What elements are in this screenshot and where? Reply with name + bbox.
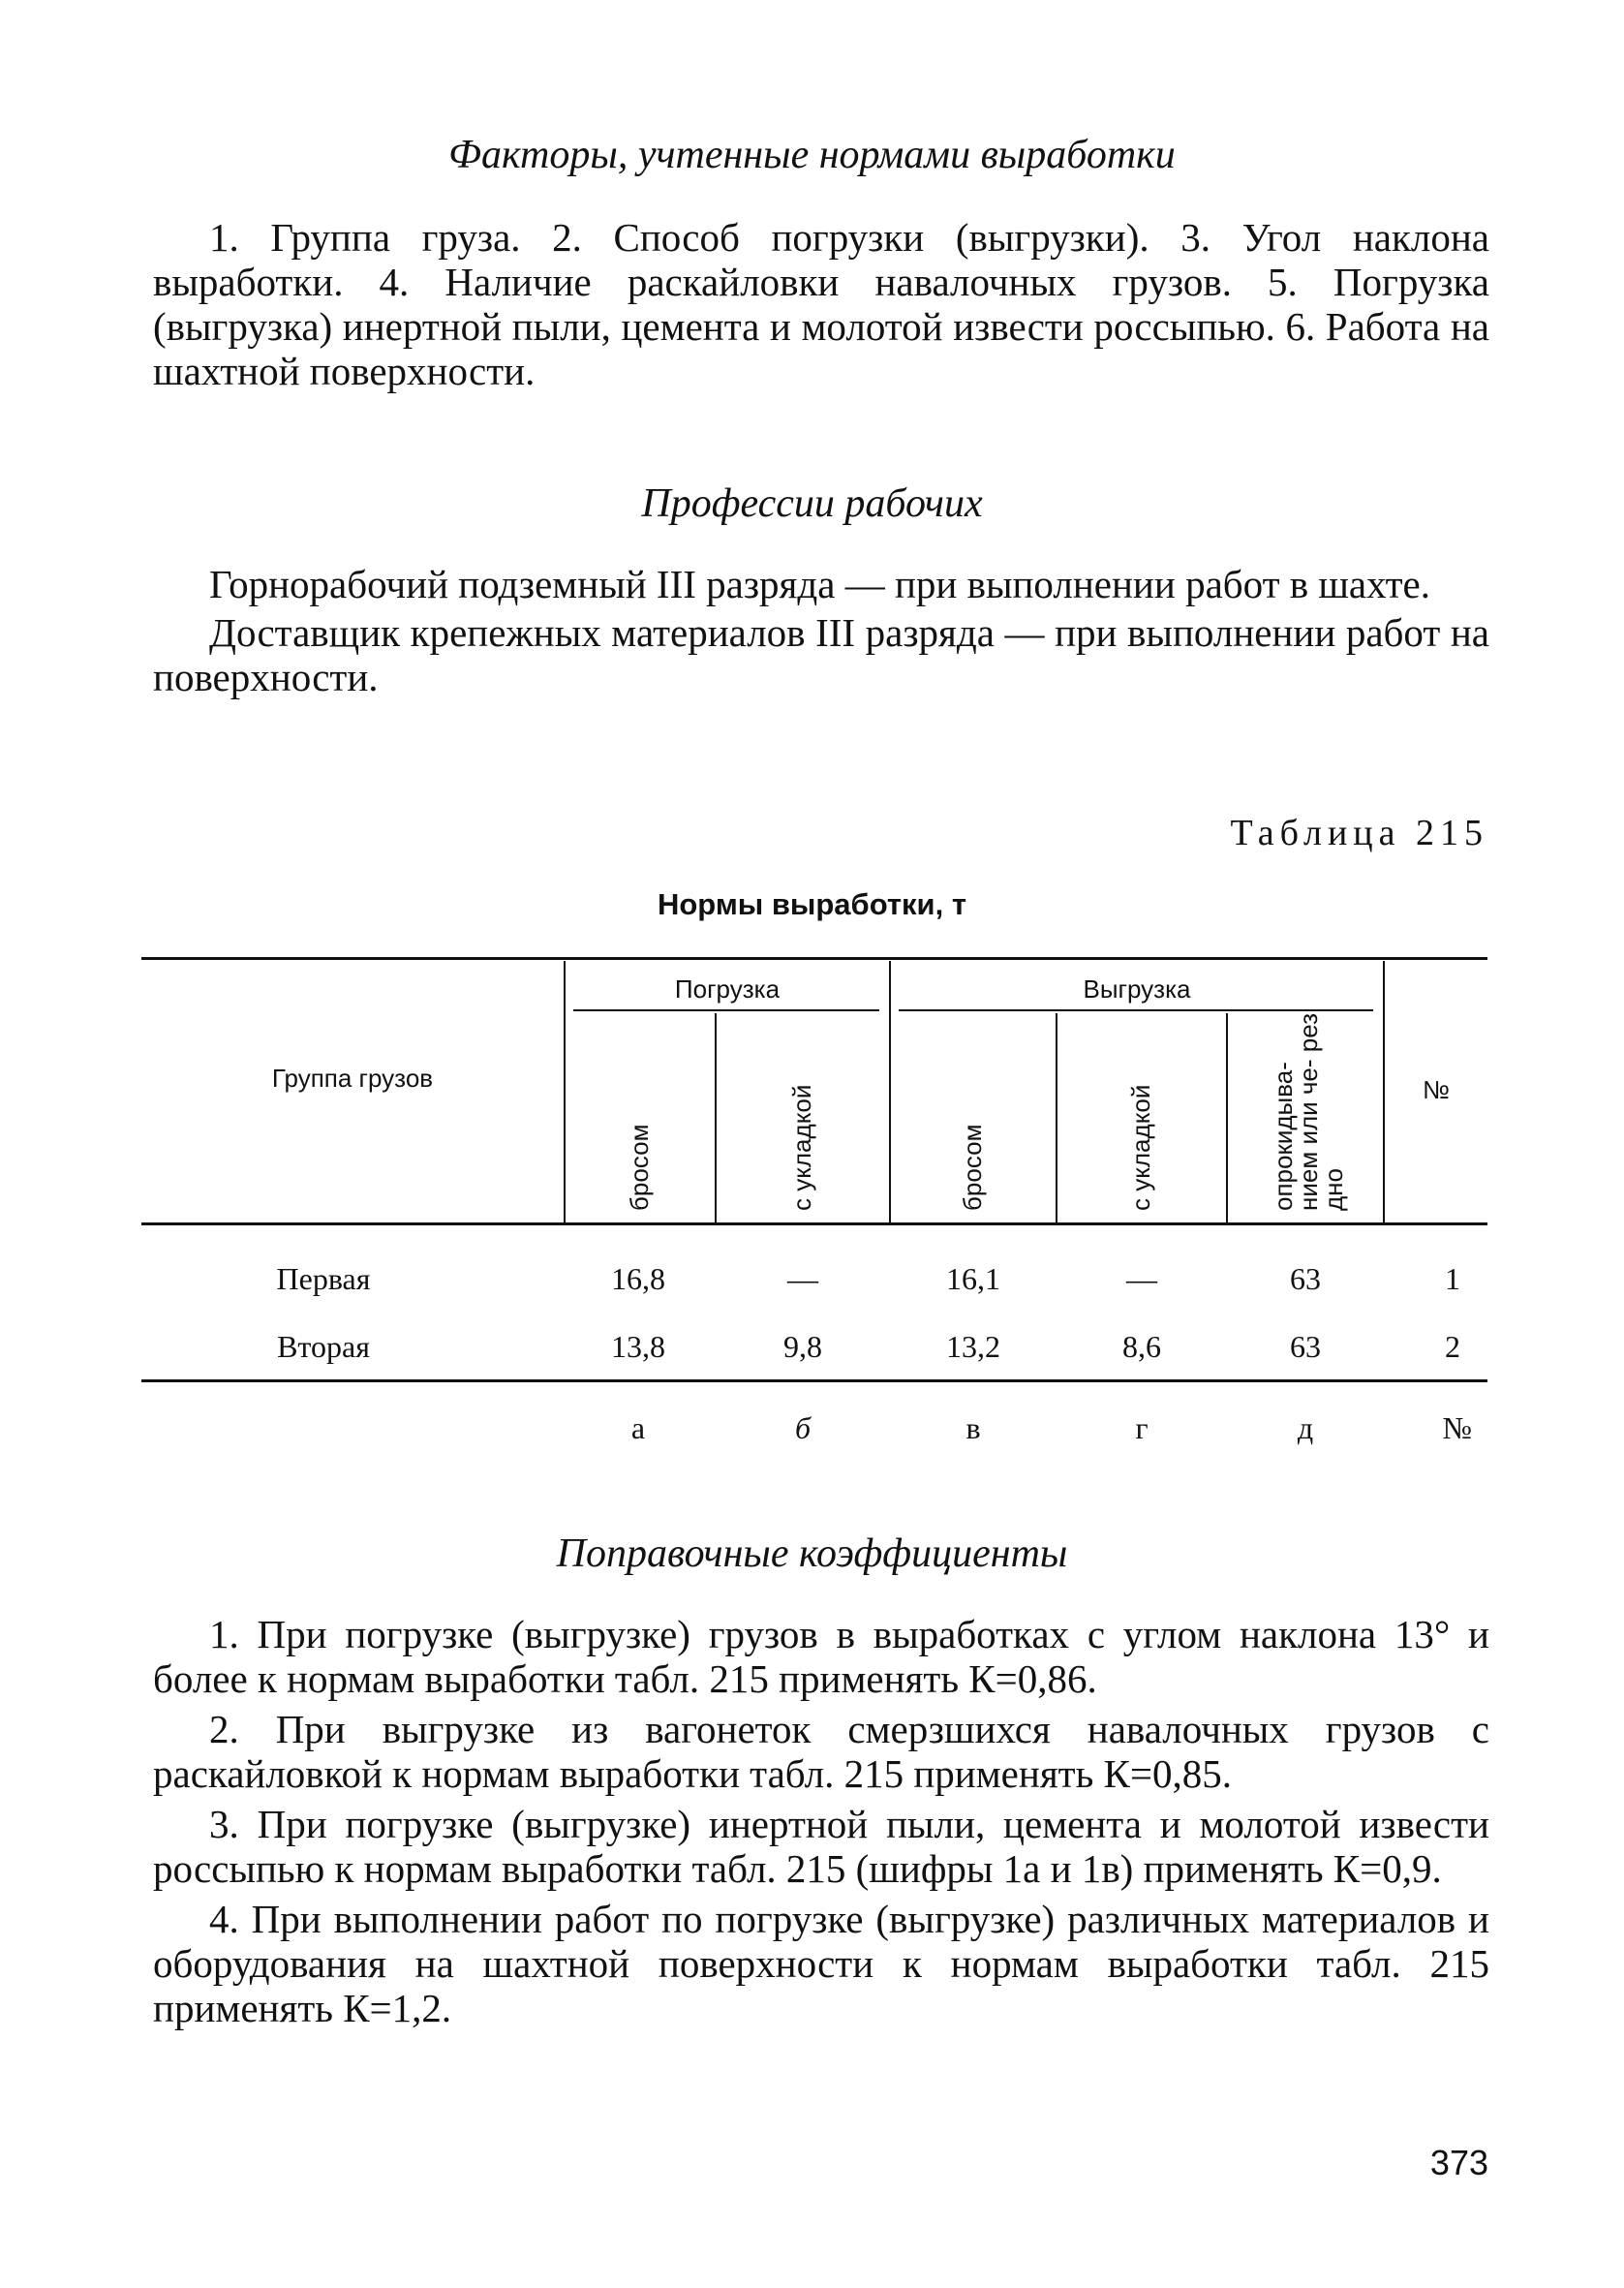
factors-text: 1. Группа груза. 2. Способ погрузки (выгрузки). 3. Угол наклона выработки. 4. Наличие раскайловки навалочных грузов. 5. Погрузка (выгрузка) инертной пыли, цемента и молотой извести россыпью. 6. Работа на шахтной поверхности. xyxy=(153,215,1489,393)
cell-v: 16,1 xyxy=(946,1261,1000,1296)
table-title: Нормы выработки, т xyxy=(657,887,967,921)
row-group: Вторая xyxy=(277,1329,370,1364)
page-number: 373 xyxy=(1429,2143,1488,2182)
divider xyxy=(1226,1013,1228,1222)
cell-g: 8,6 xyxy=(1122,1329,1161,1364)
cell-d: 63 xyxy=(1290,1261,1321,1296)
table-top-rule xyxy=(141,957,1487,960)
coefficient-item: 4. При выполнении работ по погрузке (выгрузке) различных материалов и оборудования на шахтной поверхности к нормам выработки табл. 215 применять К=1,2. xyxy=(153,1897,1489,2030)
coefficients-heading: Поправочные коэффициенты xyxy=(556,1531,1068,1576)
cell-g: — xyxy=(1126,1261,1157,1296)
professions-block xyxy=(153,562,1489,699)
unloading-underline xyxy=(899,1009,1373,1011)
footer-v: в xyxy=(965,1410,981,1445)
group-header: Группа грузов xyxy=(271,1064,434,1093)
col-unload-tip: опрокидыва- нием или че- рез дно xyxy=(1269,1012,1348,1211)
factors-heading: Факторы, учтенные нормами выработки xyxy=(448,133,1176,177)
col-unload-throw: бросом xyxy=(958,1124,987,1211)
cell-b: 9,8 xyxy=(783,1329,822,1364)
table-bottom-rule xyxy=(141,1379,1487,1382)
coefficients-list xyxy=(153,1612,1489,2030)
factors-paragraph xyxy=(153,215,1489,393)
footer-b: б xyxy=(794,1410,812,1445)
cell-a: 13,8 xyxy=(611,1329,665,1364)
divider xyxy=(715,1013,717,1222)
cell-d: 63 xyxy=(1290,1329,1321,1364)
professions-heading: Профессии рабочих xyxy=(641,481,983,526)
footer-g: г xyxy=(1135,1410,1149,1445)
profession-2: Доставщик крепежных материалов III разряда — при выполнении работ на поверхности. xyxy=(153,610,1489,699)
footer-a: а xyxy=(630,1410,646,1445)
footer-num: № xyxy=(1442,1410,1472,1445)
coefficient-item: 2. При выгрузке из вагонеток смерзшихся навалочных грузов с раскайловкой к нормам выработки табл. 215 применять К=0,85. xyxy=(153,1707,1489,1796)
loading-underline xyxy=(573,1009,879,1011)
cell-b: — xyxy=(787,1261,818,1296)
col-load-throw: бросом xyxy=(625,1124,654,1211)
num-header: № xyxy=(1423,1075,1450,1104)
col-load-stack: с укладкой xyxy=(787,1084,816,1211)
cell-num: 1 xyxy=(1445,1261,1460,1296)
table-header-rule xyxy=(141,1222,1487,1225)
loading-header: Погрузка xyxy=(674,974,781,1004)
coefficient-item: 3. При погрузке (выгрузке) инертной пыли, цемента и молотой извести россыпью к нормам выработки табл. 215 (шифры 1а и 1в) применять К=0,9. xyxy=(153,1802,1489,1891)
coefficient-item: 1. При погрузке (выгрузке) грузов в выработках с углом наклона 13° и более к нормам выработки табл. 215 применять К=0,86. xyxy=(153,1612,1489,1701)
cell-a: 16,8 xyxy=(611,1261,665,1296)
divider xyxy=(1056,1013,1057,1222)
cell-v: 13,2 xyxy=(946,1329,1000,1364)
row-group: Первая xyxy=(276,1261,371,1296)
table-caption: Таблица 215 xyxy=(1230,813,1488,853)
col-unload-stack: с укладкой xyxy=(1126,1084,1155,1211)
unloading-header: Выгрузка xyxy=(1083,974,1191,1004)
cell-num: 2 xyxy=(1445,1329,1460,1364)
footer-d: д xyxy=(1297,1410,1314,1445)
profession-1: Горнорабочий подземный III разряда — при выполнении работ в шахте. xyxy=(209,562,1430,606)
